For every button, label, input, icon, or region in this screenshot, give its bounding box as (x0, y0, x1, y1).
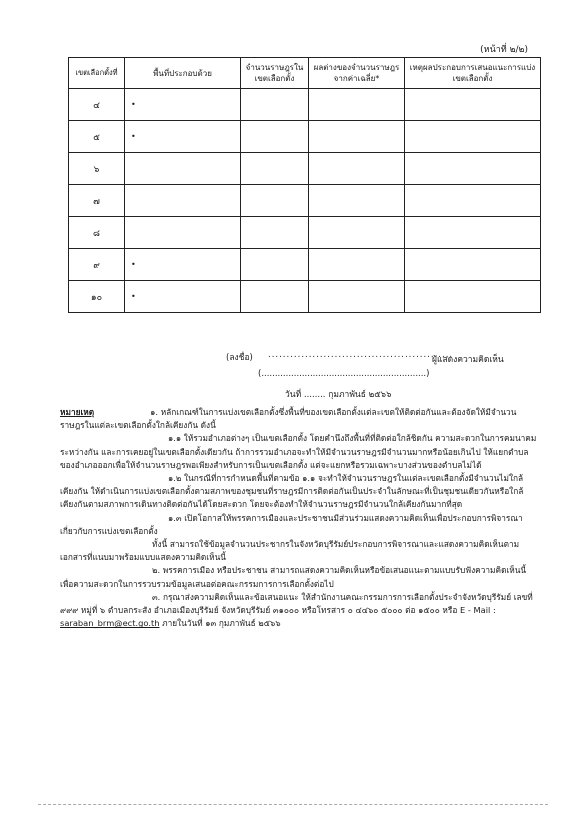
table-row (69, 153, 541, 185)
notes-heading: หมายเหตุ (60, 407, 95, 417)
note-1-2: ๑.๒ ในกรณีที่การกำหนดพื้นที่ตามข้อ ๑.๑ จะทำให้จำนวนราษฎรในแต่ละเขตเลือกตั้งมีจำนวนไม่ใกล้เคียงกัน ให้ดำเนินการแบ่งเขตเลือกตั้งตามสภาพของชุมชนที่ราษฎรมีการติดต่อกันเป็นประจำในลักษณะที่เป็นชุมชนเดียวกันหรือใกล้เคียงกันตามสภาพการเดินทางติดต่อกันได้โดยสะดวก โดยจะต้องทำให้จำนวนราษฎรมีจำนวนใกล้เคียงกันมากที่สุด (60, 473, 524, 510)
notes-section (60, 406, 540, 630)
header-constituency-no: เขตเลือกตั้งที่ (69, 58, 125, 89)
reason-cell[interactable] (405, 89, 541, 121)
note-3 (60, 591, 540, 631)
reason-cell[interactable] (405, 281, 541, 313)
note-1-3: ๑.๓ เปิดโอกาสให้พรรคการเมืองและประชาชนมีส่วนร่วมแสดงความคิดเห็นเพื่อประกอบการพิจารณาเกี่ยวกับการแบ่งเขตเลือกตั้ง (60, 512, 523, 536)
header-reason: เหตุผลประกอบการเสนอแนะการแบ่งเขตเลือกตั้ง (405, 58, 541, 89)
area-cell[interactable]: • (125, 249, 241, 281)
area-cell[interactable] (125, 153, 241, 185)
reason-cell[interactable] (405, 153, 541, 185)
table-row (69, 281, 541, 313)
difference-cell[interactable] (309, 121, 405, 153)
row-number: ๖ (69, 153, 125, 185)
signature-line[interactable]: .................................................. (268, 350, 454, 360)
signer-name-line[interactable]: (.............................................................) (258, 369, 430, 379)
table-row (69, 121, 541, 153)
population-cell[interactable] (241, 249, 309, 281)
note-3-deadline: ภายในวันที่ ๑๓ กุมภาพันธ์ ๒๕๖๖ (159, 618, 281, 629)
header-area: พื้นที่ประกอบด้วย (125, 58, 241, 89)
population-cell[interactable] (241, 153, 309, 185)
footer-divider (38, 804, 548, 805)
difference-cell[interactable] (309, 281, 405, 313)
difference-cell[interactable] (309, 249, 405, 281)
population-cell[interactable] (241, 185, 309, 217)
difference-cell[interactable] (309, 185, 405, 217)
reason-cell[interactable] (405, 249, 541, 281)
area-cell[interactable]: • (125, 281, 241, 313)
signature-label: (ลงชื่อ) (226, 353, 253, 363)
row-number: ๕ (69, 121, 125, 153)
area-cell[interactable]: • (125, 121, 241, 153)
row-number: ๔ (69, 89, 125, 121)
population-cell[interactable] (241, 217, 309, 249)
row-number: ๙ (69, 249, 125, 281)
constituency-table (68, 57, 541, 313)
table-row (69, 249, 541, 281)
email-link[interactable]: saraban_brm@ect.go.th (60, 618, 160, 629)
note-3-text: ๓. กรุณาส่งความคิดเห็นและข้อเสนอแนะ ให้สำนักงานคณะกรรมการการเลือกตั้งประจำจังหวัดบุรีรัมย์ เลขที่ ๙๙๙ หมู่ที่ ๖ ตำบลกระสัง อำเภอเมืองบุรีรัมย์ จังหวัดบุรีรัมย์ ๓๑๐๐๐ หรือโทรสาร ๐ ๔๔๖๐ ๕๐๐๐ ต่อ ๑๕๐๐ หรือ E - Mail : (60, 591, 533, 616)
table-row (69, 185, 541, 217)
area-cell[interactable]: • (125, 89, 241, 121)
table-row (69, 217, 541, 249)
difference-cell[interactable] (309, 153, 405, 185)
row-number: ๑๐ (69, 281, 125, 313)
reason-cell[interactable] (405, 121, 541, 153)
area-cell[interactable] (125, 185, 241, 217)
note-2: ๒. พรรคการเมือง หรือประชาชน สามารถแสดงความคิดเห็นหรือข้อเสนอแนะตามแบบรับฟังความคิดเห็นนี้ เพื่อความสะดวกในการรวบรวมข้อมูลเสนอต่อคณะกรรมการการเลือกตั้งต่อไป (60, 565, 527, 589)
population-cell[interactable] (241, 281, 309, 313)
row-number: ๘ (69, 217, 125, 249)
population-cell[interactable] (241, 89, 309, 121)
area-cell[interactable] (125, 217, 241, 249)
header-population: จำนวนราษฎรในเขตเลือกตั้ง (241, 58, 309, 89)
signature-date: วันที่ ........ กุมภาพันธ์ ๒๕๖๖ (285, 390, 392, 400)
population-cell[interactable] (241, 121, 309, 153)
page-number: (หน้าที่ ๒/๒) (480, 45, 528, 55)
reason-cell[interactable] (405, 185, 541, 217)
table-header-row (69, 58, 541, 89)
note-1-1: ๑.๑ ให้รวมอำเภอต่างๆ เป็นเขตเลือกตั้ง โดยคำนึงถึงพื้นที่ที่ติดต่อใกล้ชิดกัน ความสะดวกในการคมนาคมระหว่างกัน และการเคยอยู่ในเขตเลือกตั้งเดียวกัน ถ้าการรวมอำเภอจะทำให้มีจำนวนราษฎรมีจำนวนมากหรือน้อยเกินไป ให้แยกตำบลของอำเภอออกเพื่อให้จำนวนราษฎรพอเพียงสำหรับการเป็นเขตเลือกตั้ง แต่จะแยกหรือรวมเฉพาะบางส่วนของตำบลไม่ได้ (60, 433, 537, 470)
signer-title: ผู้แสดงความคิดเห็น (432, 355, 504, 365)
difference-cell[interactable] (309, 89, 405, 121)
reason-cell[interactable] (405, 217, 541, 249)
header-population-difference: ผลต่างของจำนวนราษฎรจากค่าเฉลี่ย* (309, 58, 405, 89)
row-number: ๗ (69, 185, 125, 217)
table-row (69, 89, 541, 121)
difference-cell[interactable] (309, 217, 405, 249)
note-1-3-addendum: ทั้งนี้ สามารถใช้ข้อมูลจำนวนประชากรในจังหวัดบุรีรัมย์ประกอบการพิจารณาและแสดงความคิดเห็นตามเอกสารที่แนบมาพร้อมแบบแสดงความคิดเห็นนี้ (60, 539, 520, 563)
note-1: ๑. หลักเกณฑ์ในการแบ่งเขตเลือกตั้งซึ่งพื้นที่ของเขตเลือกตั้งแต่ละเขตให้ติดต่อกันและต้องจัดให้มีจำนวนราษฎรในแต่ละเขตเลือกตั้งใกล้เคียงกัน ดังนี้ (60, 407, 517, 431)
